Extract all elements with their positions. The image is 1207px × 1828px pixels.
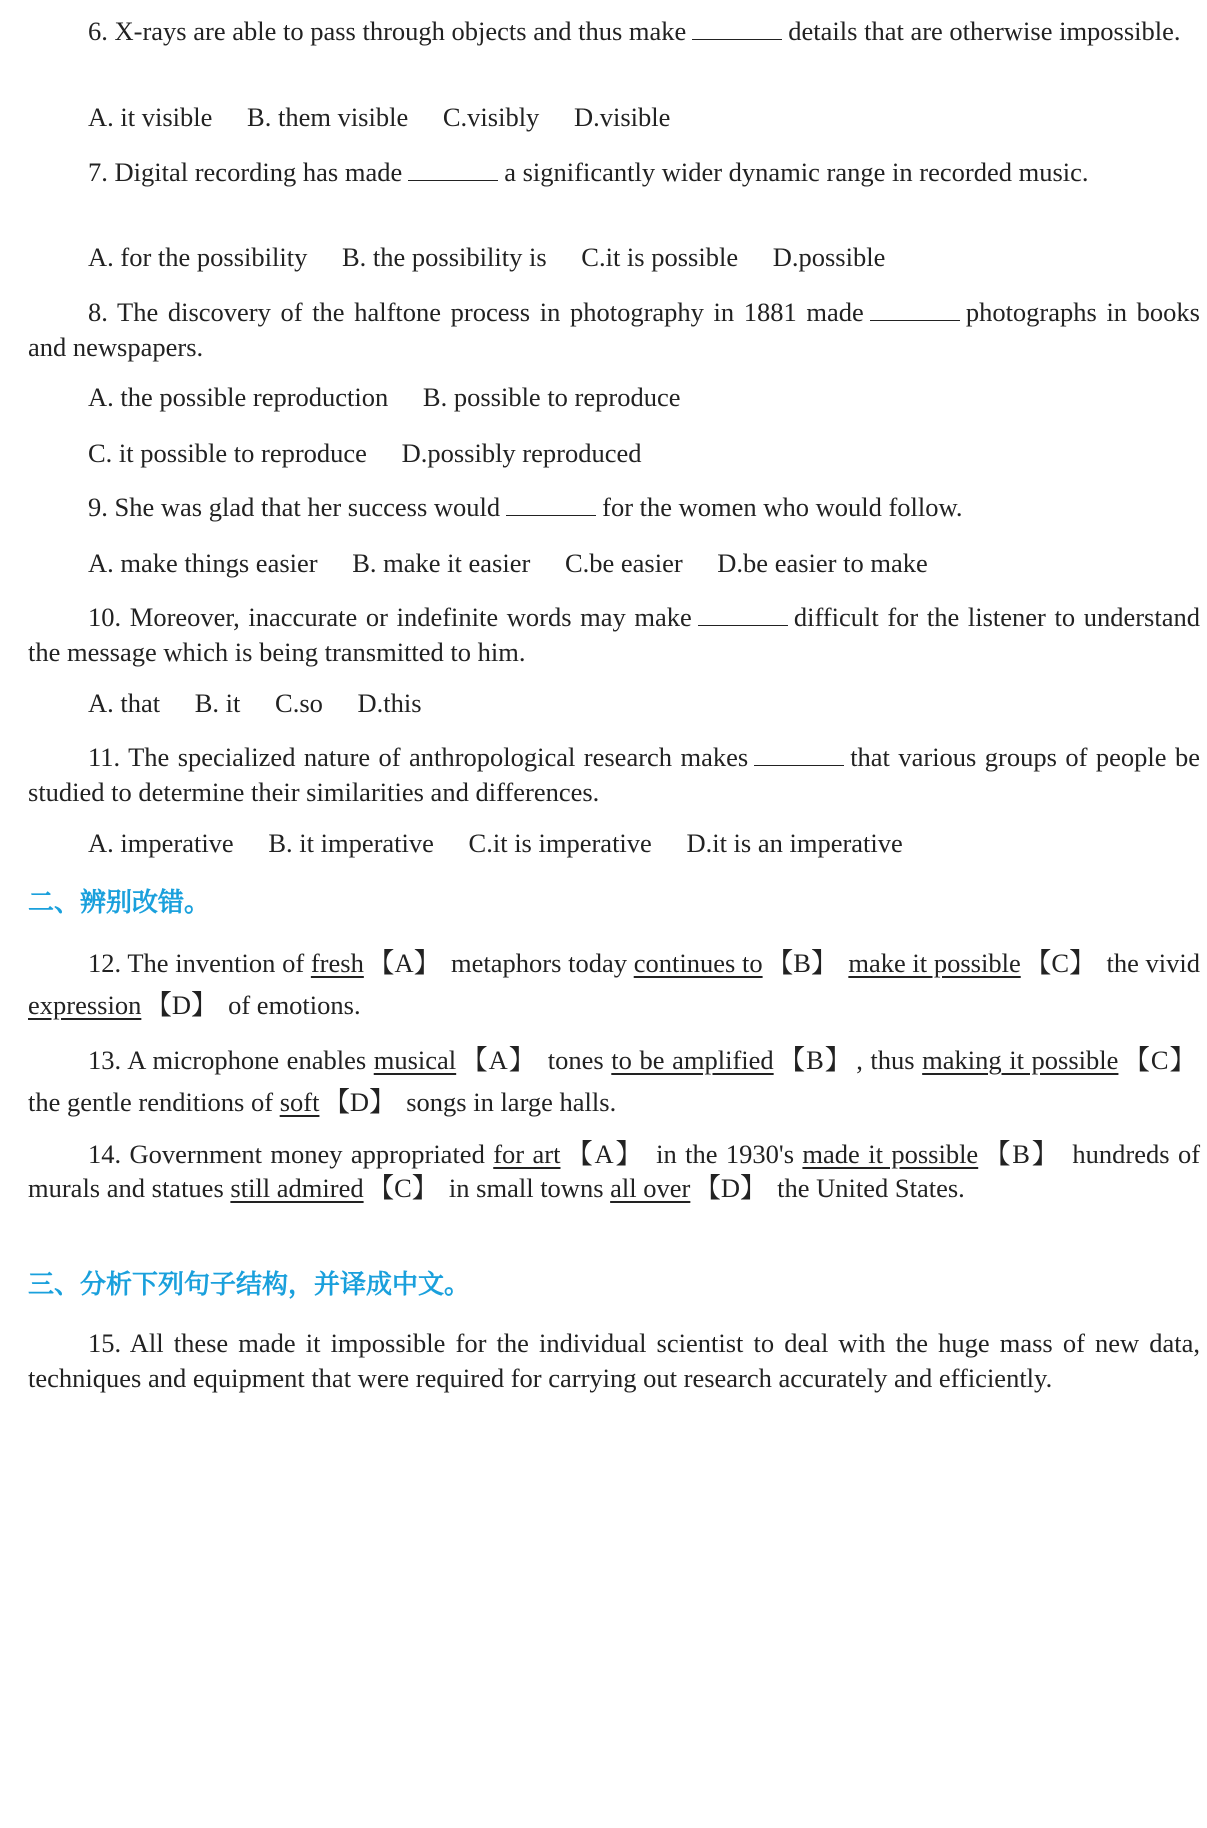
question-13-text: songs in large halls. [406,1087,617,1117]
marker-a: 【A】 [564,1139,644,1169]
option-c: C. it possible to reproduce [88,438,367,468]
question-12-text: of emotions. [228,990,361,1020]
question-12-text: the vivid [1106,948,1201,978]
marker-b: 【B】 [766,948,838,978]
underlined-phrase-a: musical [373,1045,457,1075]
question-14-text: hundreds of murals and statues [28,1139,1201,1203]
question-7-options [88,240,913,274]
question-10-text-post: difficult for the listener to understand the message which is being transmitted to him. [28,602,1200,667]
answer-blank [870,300,960,321]
question-14-text: 14. Government money appropriated [88,1139,485,1169]
underlined-phrase-c: make it possible [848,948,1021,978]
question-13-text: , thus [856,1045,915,1075]
option-a: A. for the possibility [88,242,308,272]
question-9-text-pre: 9. She was glad that her success would [88,492,501,522]
underlined-phrase-b: made it possible [802,1139,979,1169]
question-11-options [88,826,931,860]
question-13-text: 13. A microphone enables [88,1045,367,1075]
question-12-text: 12. The invention of [88,948,305,978]
marker-a: 【A】 [367,948,441,978]
question-9 [28,490,1200,525]
marker-d: 【D】 [694,1173,767,1203]
question-8-options-row1 [88,380,709,414]
option-d: D.possibly reproduced [401,438,642,468]
question-6-options [88,100,698,134]
option-d: D.visible [573,102,671,132]
option-a: A. that [88,688,161,718]
option-c: C.it is imperative [468,828,652,858]
question-11 [28,740,1200,809]
question-10-options [88,686,450,720]
underlined-phrase-a: fresh [310,948,364,978]
option-b: B. it imperative [268,828,434,858]
option-b: B. it [194,688,241,718]
option-c: C.visibly [442,102,540,132]
marker-c: 【C】 [367,1173,439,1203]
option-a: A. imperative [88,828,234,858]
question-8-options-row2 [88,436,670,470]
option-d: D.this [357,688,422,718]
option-c: C.be easier [564,548,683,578]
question-8-text-pre: 8. The discovery of the halftone process in photography in 1881 made [88,297,864,327]
marker-a: 【A】 [460,1045,537,1075]
option-b: B. them visible [247,102,409,132]
marker-b: 【B】 [777,1045,853,1075]
underlined-phrase-d: expression [28,990,142,1020]
option-b: B. the possibility is [341,242,547,272]
question-9-options [88,546,956,580]
question-14-text: in the 1930's [656,1139,795,1169]
underlined-phrase-a: for art [493,1139,561,1169]
marker-b: 【B】 [982,1139,1060,1169]
option-d: D.be easier to make [717,548,928,578]
section-3-heading: 三、分析下列句子结构，并译成中文。 [28,1270,471,1300]
marker-c: 【C】 [1122,1045,1197,1075]
underlined-phrase-b: to be amplified [611,1045,774,1075]
question-15: 15. All these made it impossible for the individual scientist to deal with the huge mass of new data, techniques and equipment that were required for carrying out research accurately and efficiently. [28,1328,1200,1393]
option-a: A. it visible [88,102,213,132]
option-c: C.so [275,688,323,718]
underlined-phrase-d: all over [610,1173,691,1203]
option-c: C.it is possible [581,242,739,272]
question-8 [28,295,1200,364]
marker-c: 【C】 [1024,948,1096,978]
underlined-phrase-b: continues to [633,948,763,978]
underlined-phrase-c: making it possible [922,1045,1119,1075]
answer-blank [692,19,782,40]
question-7-text-post: a significantly wider dynamic range in recorded music. [504,157,1089,187]
question-8-text-post: photographs in books and newspapers. [28,297,1200,362]
section-2-heading: 二、辨别改错。 [28,888,211,918]
question-13-text: the gentle renditions of [28,1087,274,1117]
answer-blank [408,160,498,181]
question-13 [28,1039,1200,1123]
question-14-text: the United States. [777,1173,965,1203]
option-b: B. possible to reproduce [422,382,681,412]
underlined-phrase-c: still admired [230,1173,364,1203]
question-12-text: metaphors today [451,948,627,978]
option-a: A. the possible reproduction [88,382,389,412]
question-7 [28,155,1200,190]
question-6 [28,14,1200,49]
question-10-text-pre: 10. Moreover, inaccurate or indefinite words may make [88,602,692,632]
question-9-text-post: for the women who would follow. [602,492,963,522]
option-d: D.it is an imperative [686,828,903,858]
question-10 [28,600,1200,669]
question-14 [28,1137,1200,1205]
underlined-phrase-d: soft [279,1087,320,1117]
question-13-text: tones [547,1045,604,1075]
marker-d: 【D】 [145,990,218,1020]
question-14-text: in small towns [448,1173,604,1203]
answer-blank [698,605,788,626]
option-a: A. make things easier [88,548,318,578]
question-12 [28,942,1200,1026]
answer-blank [754,745,844,766]
question-6-text-pre: 6. X-rays are able to pass through objects and thus make [88,16,687,46]
question-11-text-pre: 11. The specialized nature of anthropological research makes [88,742,749,772]
question-7-text-pre: 7. Digital recording has made [88,157,403,187]
marker-d: 【D】 [323,1087,396,1117]
option-d: D.possible [772,242,886,272]
answer-blank [506,495,596,516]
question-6-text-post: details that are otherwise impossible. [788,16,1181,46]
question-11-text-post: that various groups of people be studied to determine their similarities and differences. [28,742,1200,807]
option-b: B. make it easier [352,548,531,578]
